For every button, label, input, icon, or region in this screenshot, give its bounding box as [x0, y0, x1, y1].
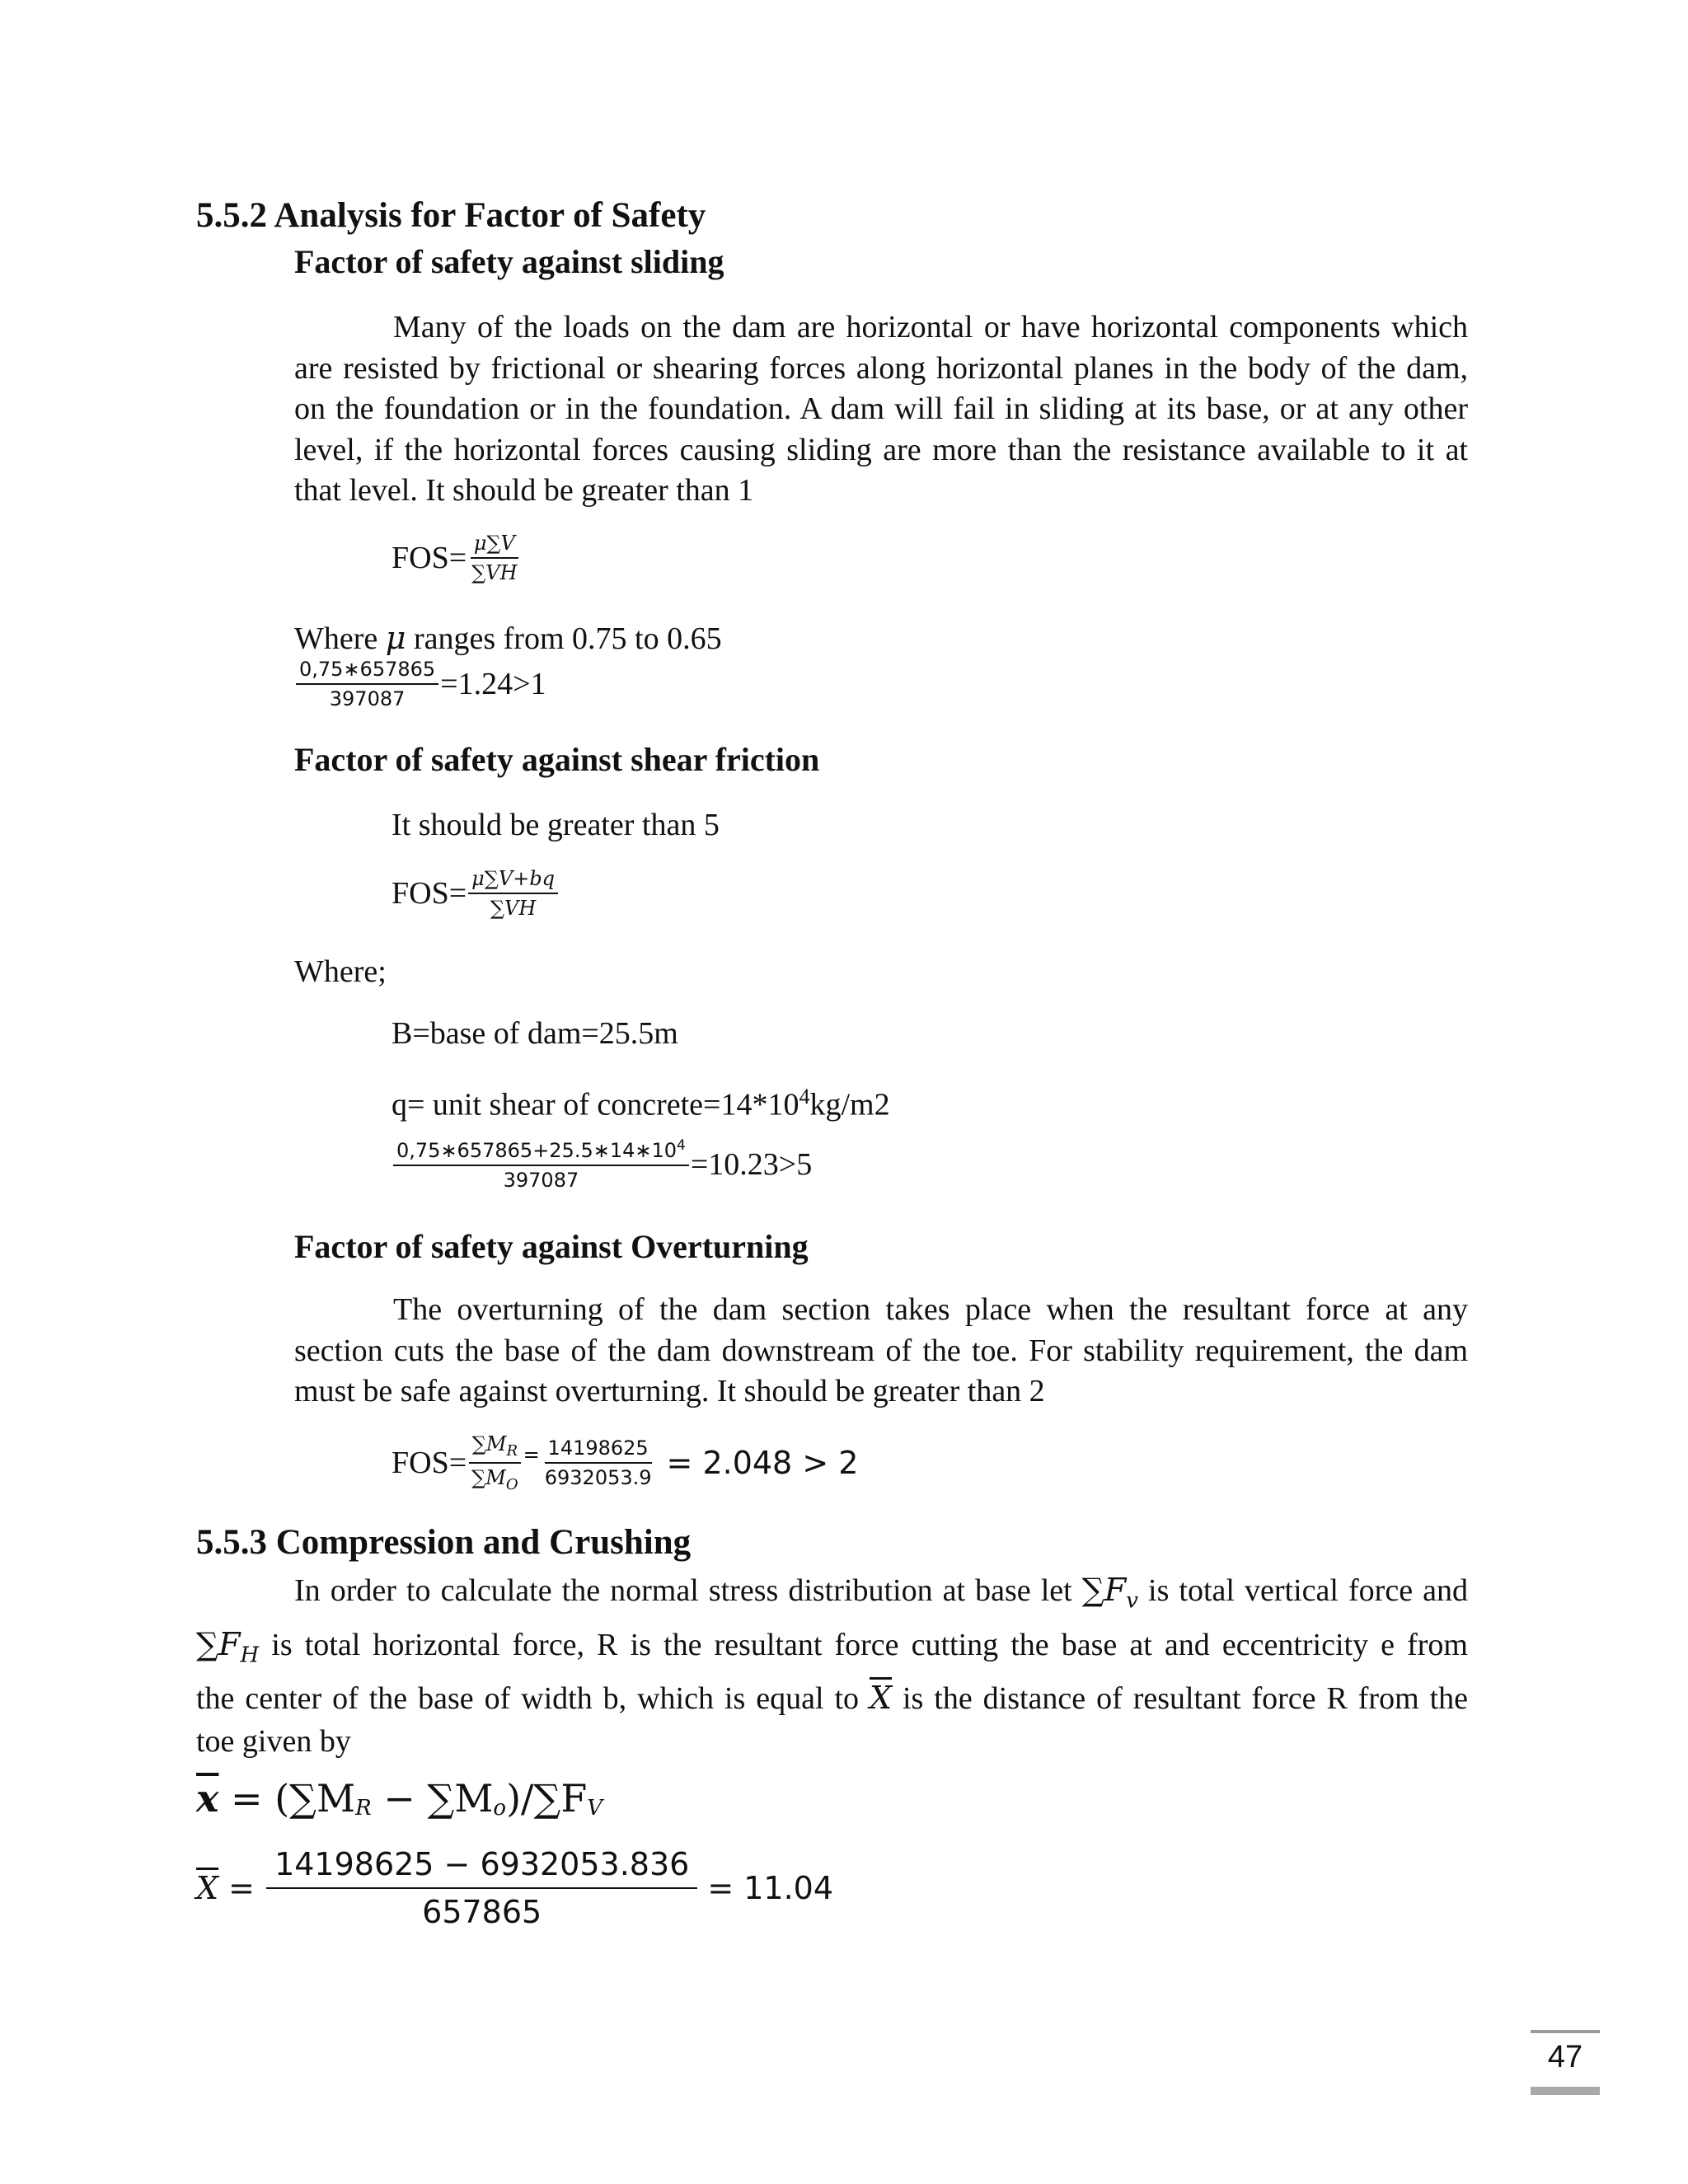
equation-fos-sliding	[392, 532, 523, 584]
text: In order to calculate the normal stress distribution at base let	[294, 1573, 1082, 1608]
paragraph-line: The overturning of the dam section takes place when the resultant force at any	[393, 1292, 1468, 1327]
section-title-5-5-2: 5.5.2 Analysis for Factor of Safety	[196, 196, 706, 235]
formula-part: − ∑M	[371, 1776, 494, 1821]
fraction	[468, 532, 520, 584]
fraction-numerator: 0,75∗657865	[296, 658, 438, 685]
paragraph-line: level, if the horizontal forces causing sliding are more than the resistance available to it at	[294, 432, 1468, 467]
text: ∑F	[196, 1625, 241, 1662]
equation-shear-calc	[392, 1137, 812, 1192]
fraction-denominator: 397087	[329, 687, 406, 710]
text: is the distance of resultant force R from the	[892, 1681, 1468, 1717]
text: q= unit shear of concrete=14*10	[392, 1087, 799, 1122]
formula-part: )/∑F	[506, 1776, 588, 1821]
text: the center of the base of width b, which is equal to	[196, 1681, 870, 1717]
paragraph-line: Many of the loads on the dam are horizontal or have horizontal components which	[393, 310, 1468, 344]
exponent: 4	[677, 1137, 686, 1154]
subscript: v	[1126, 1588, 1138, 1614]
fos-label: FOS=	[392, 541, 467, 575]
sum-fh-symbol	[196, 1625, 260, 1668]
fraction	[468, 867, 558, 920]
fraction-denominator: 657865	[422, 1894, 542, 1930]
subscript: H	[240, 1643, 260, 1668]
fraction-numerator	[469, 1432, 521, 1464]
paragraph-line	[196, 1568, 1468, 1623]
text: Where	[294, 621, 386, 656]
x-bar-symbol: $\overline{X}$	[869, 1680, 893, 1717]
fraction-denominator: ∑VH	[490, 897, 537, 920]
text: is total horizontal force, R is the resultant force cutting the base at and eccentricity e from	[259, 1627, 1468, 1662]
fraction-denominator: 397087	[503, 1169, 579, 1192]
x-bar-symbol: $\overline{x}$	[196, 1776, 219, 1821]
fraction-numerator: μ∑V	[471, 532, 518, 559]
paragraph-compression	[196, 1568, 1468, 1763]
text: ranges from 0.75 to 0.65	[406, 621, 722, 656]
page-number-top-rule	[1531, 2030, 1600, 2033]
formula-xbar-definition	[196, 1776, 603, 1821]
calc-result: = 2.048 > 2	[666, 1444, 859, 1481]
q-definition	[392, 1076, 890, 1126]
x-bar-symbol: $\overline{X}$	[196, 1870, 219, 1906]
fraction	[296, 658, 438, 710]
fraction-denominator: ∑VH	[471, 561, 518, 584]
fos-label: FOS=	[392, 1445, 467, 1480]
paragraph-line	[196, 1676, 1468, 1720]
calc-result: = 11.04	[707, 1870, 834, 1906]
paragraph-line: are resisted by frictional or shearing forces along horizontal planes in the body of the dam,	[294, 350, 1468, 386]
text: 0,75∗657865+25.5∗14∗10	[396, 1139, 678, 1162]
equation-sliding-calc	[294, 658, 546, 710]
fraction-numerator: 14198625 − 6932053.836	[266, 1846, 697, 1889]
text: is total vertical force and	[1137, 1573, 1468, 1608]
equals-sign: =	[218, 1870, 265, 1906]
equals-sign: =	[523, 1442, 540, 1466]
paragraph-sliding	[294, 307, 1468, 512]
fraction	[542, 1436, 655, 1489]
where-label: Where;	[294, 954, 387, 989]
fraction-numerator: 14198625	[545, 1436, 652, 1464]
heading-overturning: Factor of safety against Overturning	[294, 1228, 809, 1265]
heading-shear-friction: Factor of safety against shear friction	[294, 741, 820, 778]
subscript: R	[355, 1796, 372, 1821]
page-number: 47	[1547, 2040, 1583, 2074]
calc-result: =10.23>5	[690, 1147, 813, 1182]
subscript: o	[493, 1796, 507, 1821]
equation-xbar-calc	[196, 1846, 833, 1930]
fraction-denominator: 6932053.9	[544, 1465, 652, 1489]
calc-result: =1.24>1	[440, 667, 546, 701]
text: ∑F	[1081, 1572, 1127, 1608]
subscript: O	[505, 1475, 518, 1493]
subscript: R	[506, 1441, 518, 1460]
equation-fos-overturning	[392, 1432, 858, 1493]
subscript: V	[587, 1796, 603, 1821]
paragraph-overturning	[294, 1290, 1468, 1413]
fos-label: FOS=	[392, 876, 467, 911]
sum-fv-symbol	[1081, 1572, 1138, 1614]
paragraph-line: section cuts the base of the dam downstream of the toe. For stability requirement, the dam	[294, 1333, 1468, 1368]
equation-fos-shear	[392, 867, 560, 920]
base-definition: B=base of dam=25.5m	[392, 1016, 678, 1051]
paragraph-line: that level. It should be greater than 1	[294, 473, 754, 508]
fraction-denominator	[468, 1464, 521, 1493]
formula-part: = (∑M	[218, 1776, 356, 1821]
paragraph-line	[196, 1623, 1468, 1677]
text: ∑M	[471, 1465, 506, 1489]
fraction-numerator: μ∑V+bq	[468, 867, 558, 894]
section-title-5-5-3: 5.5.3 Compression and Crushing	[196, 1523, 692, 1562]
fraction	[266, 1846, 697, 1930]
text: ∑M	[471, 1432, 507, 1455]
paragraph-line: toe given by	[196, 1724, 351, 1760]
mu-symbol: μ	[385, 620, 406, 656]
fraction	[468, 1432, 521, 1493]
paragraph-line: must be safe against overturning. It should be greater than 2	[294, 1374, 1045, 1408]
heading-sliding: Factor of safety against sliding	[294, 243, 724, 280]
exponent: 4	[799, 1085, 810, 1108]
where-mu-line	[294, 618, 722, 659]
fraction-numerator	[393, 1137, 689, 1166]
paragraph-line: on the foundation or in the foundation. A dam will fail in sliding at its base, or at any other	[294, 391, 1468, 426]
page-number-bottom-rule	[1531, 2087, 1600, 2095]
fraction	[393, 1137, 689, 1192]
shear-requirement: It should be greater than 5	[392, 808, 720, 842]
text: kg/m2	[809, 1087, 890, 1122]
